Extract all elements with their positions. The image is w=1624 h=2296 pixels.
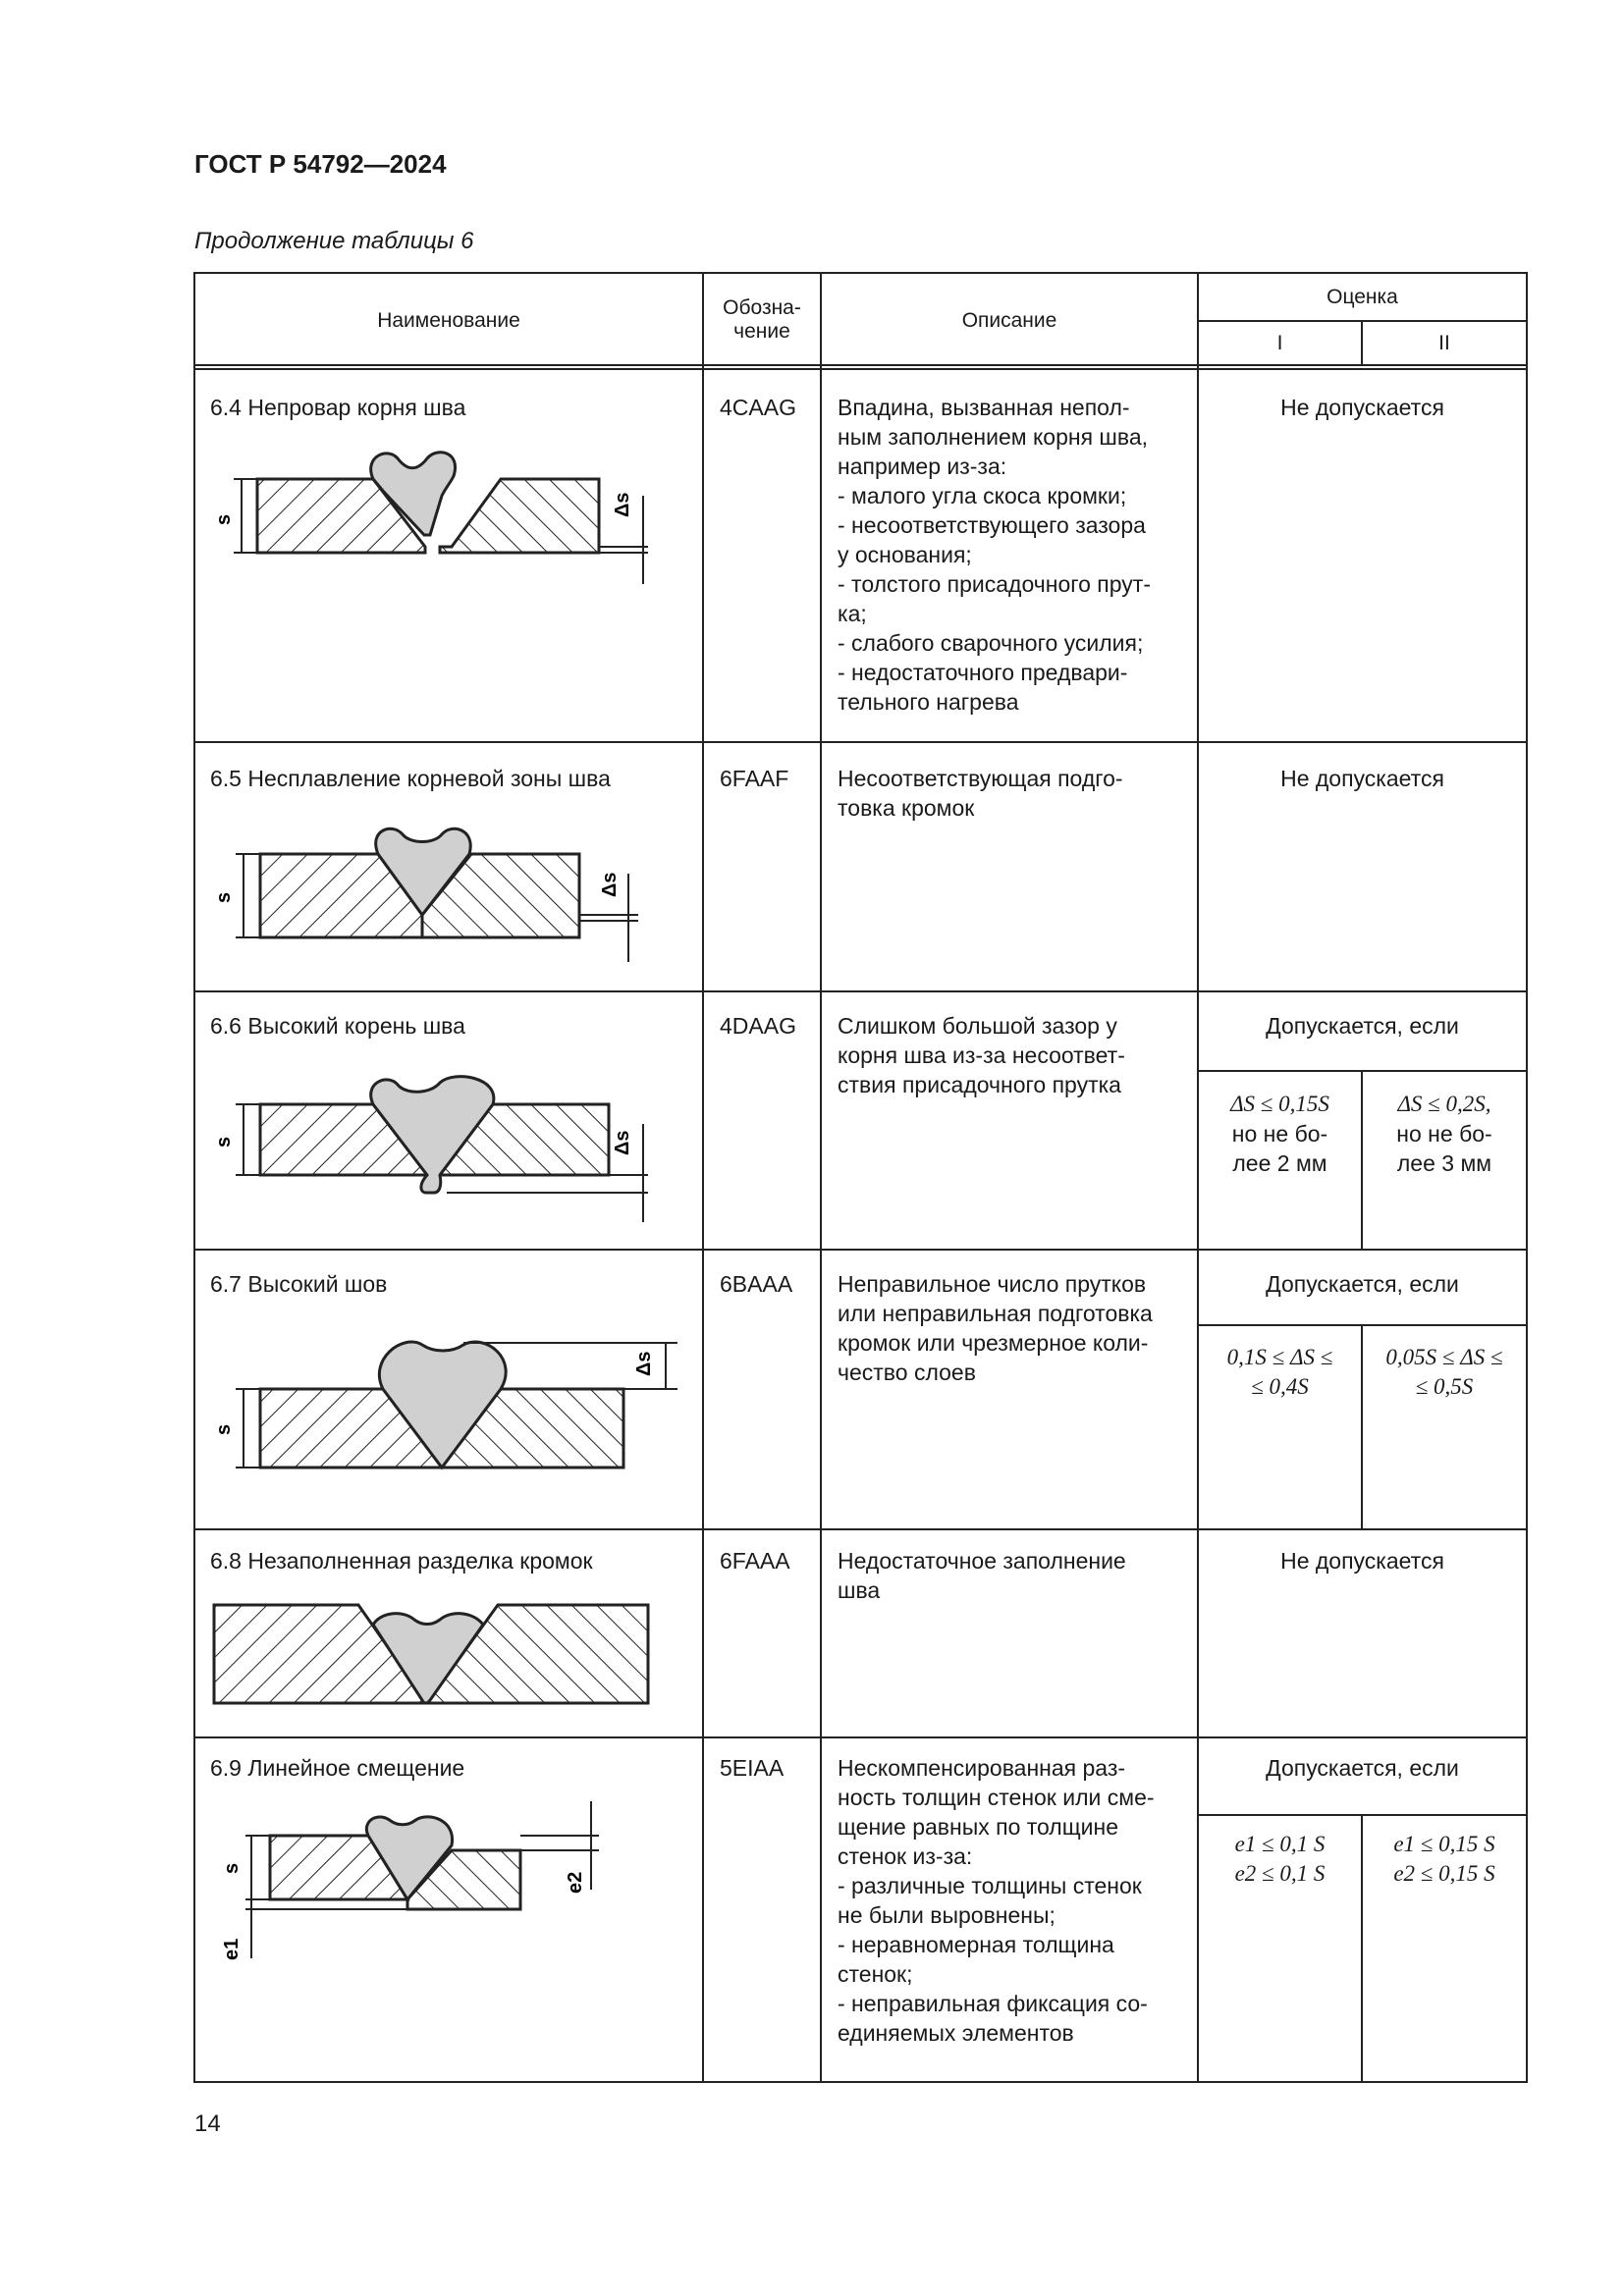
label-s: s — [213, 1136, 235, 1148]
rating-line: лее 2 мм — [1232, 1150, 1327, 1176]
rating-line: лее 3 мм — [1396, 1150, 1492, 1176]
column-header-rating-i: I — [1276, 332, 1283, 354]
desc-line: - неравномерная толщина — [838, 1932, 1114, 1957]
row-6-6-rating-i — [1198, 1090, 1362, 1178]
row-6-7-rating-ii — [1362, 1343, 1527, 1402]
label-ds: Δs — [612, 492, 633, 517]
figure-6-6-high-root — [206, 1055, 658, 1232]
desc-line: - неправильная фиксация со- — [838, 1991, 1148, 2016]
label-ds: Δs — [612, 1130, 633, 1155]
row-6-8-description — [838, 1546, 1183, 1605]
row-6-8-rating: Не допускается — [1280, 1548, 1444, 1574]
row-6-4-name: 6.4 Непровар корня шва — [210, 395, 466, 420]
row-6-7-description — [838, 1269, 1183, 1387]
desc-line: Нескомпенсированная раз- — [838, 1755, 1126, 1781]
row-6-7-rating: Допускается, если — [1266, 1271, 1459, 1297]
rating-line: e2 ≤ 0,15 S — [1393, 1861, 1495, 1886]
column-header-code-line2: чение — [733, 320, 790, 343]
row-6-6-description — [838, 1011, 1183, 1099]
row-6-5-code: 6FAAF — [720, 766, 789, 791]
figure-6-9-linear-misalignment — [206, 1782, 619, 1978]
row-6-6-name: 6.6 Высокий корень шва — [210, 1013, 465, 1039]
right-plate — [440, 479, 599, 553]
figure-6-7-high-weld — [206, 1306, 677, 1482]
desc-line: шва — [838, 1577, 881, 1603]
desc-line: Неправильное число прутков — [838, 1271, 1147, 1297]
desc-line: корня шва из-за несоответ- — [838, 1042, 1125, 1068]
row-6-5-name: 6.5 Несплавление корневой зоны шва — [210, 766, 611, 791]
row-6-9-rating-i — [1198, 1830, 1362, 1889]
desc-line: Несоответствующая подго- — [838, 766, 1123, 791]
row-6-8-code: 6FAAA — [720, 1548, 790, 1574]
desc-line: стенок из-за: — [838, 1843, 973, 1869]
desc-line: ным заполнением корня шва, — [838, 424, 1149, 450]
desc-line: - недостаточного предвари- — [838, 660, 1128, 685]
desc-line: Недостаточное заполнение — [838, 1548, 1126, 1574]
row-6-9-rating-ii — [1362, 1830, 1527, 1889]
column-header-name: Наименование — [377, 309, 520, 332]
desc-line: стенок; — [838, 1961, 913, 1987]
figure-6-8-unfilled-groove — [206, 1590, 658, 1718]
desc-line: например из-за: — [838, 454, 1007, 479]
desc-line: ность толщин стенок или сме- — [838, 1785, 1155, 1810]
desc-line: Слишком большой зазор у — [838, 1013, 1117, 1039]
desc-line: - малого угла скоса кромки; — [838, 483, 1127, 508]
row-6-9-code: 5EIAA — [720, 1755, 785, 1781]
desc-line: или неправильная подготовка — [838, 1301, 1153, 1326]
desc-line: Впадина, вызванная непол- — [838, 395, 1130, 420]
label-e2: e2 — [565, 1871, 586, 1894]
desc-line: щение равных по толщине — [838, 1814, 1118, 1840]
label-ds: Δs — [633, 1351, 655, 1376]
row-6-9-rating: Допускается, если — [1266, 1755, 1459, 1781]
label-s: s — [213, 891, 235, 903]
desc-line: не были выровнены; — [838, 1902, 1056, 1928]
column-header-rating: Оценка — [1326, 286, 1398, 308]
desc-line: единяемых элементов — [838, 2020, 1074, 2046]
row-6-4-description — [838, 393, 1183, 717]
row-6-5-description — [838, 764, 1183, 823]
figure-6-5-root-fusion — [206, 805, 658, 972]
column-header-code — [703, 296, 821, 344]
row-6-8-name: 6.8 Незаполненная разделка кромок — [210, 1548, 593, 1574]
row-6-4-code: 4CAAG — [720, 395, 796, 420]
page-number: 14 — [194, 2110, 221, 2137]
standard-title: ГОСТ Р 54792—2024 — [194, 149, 447, 179]
desc-line: тельного нагрева — [838, 689, 1019, 715]
row-6-5-rating: Не допускается — [1280, 766, 1444, 791]
rating-line: 0,05S ≤ ΔS ≤ — [1385, 1345, 1503, 1369]
row-6-7-name: 6.7 Высокий шов — [210, 1271, 388, 1297]
desc-line: - несоответствующего зазора — [838, 512, 1146, 538]
column-header-code-line1: Обозна- — [723, 296, 801, 319]
rating-line: 0,1S ≤ ΔS ≤ — [1226, 1345, 1333, 1369]
desc-line: у основания; — [838, 542, 972, 567]
rating-line: e1 ≤ 0,15 S — [1393, 1832, 1495, 1856]
rating-line: но не бо- — [1396, 1121, 1492, 1147]
row-6-9-description — [838, 1753, 1183, 2048]
rating-line: ≤ 0,4S — [1251, 1374, 1309, 1399]
label-s: s — [213, 1423, 235, 1435]
rating-line: но не бо- — [1231, 1121, 1328, 1147]
rating-line: ΔS ≤ 0,15S — [1230, 1092, 1329, 1116]
label-ds: Δs — [599, 872, 621, 897]
row-6-6-rating-ii — [1362, 1090, 1527, 1178]
label-e1: e1 — [221, 1938, 243, 1960]
rating-line: e1 ≤ 0,1 S — [1234, 1832, 1326, 1856]
desc-line: ка; — [838, 601, 867, 626]
desc-line: ствия присадочного прутка — [838, 1072, 1121, 1097]
row-6-6-code: 4DAAG — [720, 1013, 796, 1039]
desc-line: кромок или чрезмерное коли- — [838, 1330, 1149, 1356]
row-6-9-name: 6.9 Линейное смещение — [210, 1755, 465, 1781]
label-s: s — [221, 1862, 243, 1874]
desc-line: товка кромок — [838, 795, 975, 821]
label-s: s — [213, 513, 235, 525]
table-continuation-caption: Продолжение таблицы 6 — [194, 228, 474, 254]
column-header-rating-ii: II — [1438, 332, 1450, 354]
row-6-7-code: 6BAAA — [720, 1271, 793, 1297]
row-6-4-rating: Не допускается — [1280, 395, 1444, 420]
rating-line: e2 ≤ 0,1 S — [1234, 1861, 1326, 1886]
rating-line: ΔS ≤ 0,2S, — [1397, 1092, 1491, 1116]
column-header-description: Описание — [961, 309, 1057, 332]
desc-line: - слабого сварочного усилия; — [838, 630, 1144, 656]
row-6-7-rating-i — [1198, 1343, 1362, 1402]
desc-line: - толстого присадочного прут- — [838, 571, 1151, 597]
desc-line: - различные толщины стенок — [838, 1873, 1142, 1898]
rating-line: ≤ 0,5S — [1415, 1374, 1474, 1399]
figure-6-4-root-undercut — [206, 437, 658, 604]
row-6-6-rating: Допускается, если — [1266, 1013, 1459, 1039]
desc-line: чество слоев — [838, 1360, 976, 1385]
